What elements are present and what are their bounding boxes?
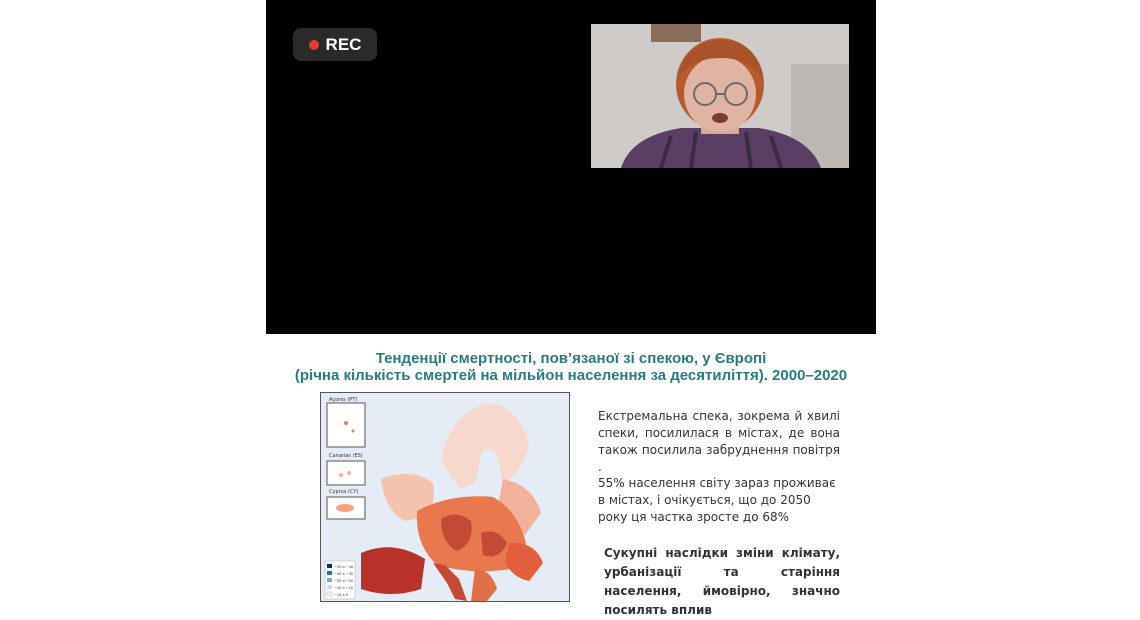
legend-item-3: −30 a −20 [334,579,354,583]
slide-paragraph-2: 55% населення світу зараз проживає в містах, і очікується, що до 2050 року ця частка зросте до 68% [598,476,836,524]
slide-title-line-1: Тенденції смертності, пов’язаної зі спекою, у Європі [375,350,767,367]
legend-item-5: −10 a 0 [334,593,348,597]
inset-cyprus-label: Cyprus (CY) [329,489,359,495]
participant-avatar [591,24,849,168]
video-call-area [266,0,876,334]
participant-video-thumbnail[interactable] [591,24,849,168]
slide-title-line-2: (річна кількість смертей на мільйон населення за десятиліття). 2000–2020 [294,367,848,384]
slide-paragraph-1: Екстремальна спека, зокрема й хвилі спеки, посилилася в містах, де вона також посилила забруднення повітря . [598,409,840,474]
inset-canarias-label: Canarias (ES) [329,453,363,459]
europe-map-graphic [321,393,569,601]
slide-paragraph-3: Сукупні наслідки зміни клімату, урбанізації та старіння населення, ймовірно, значно посилять вплив [604,546,840,617]
recording-label: REC [325,34,362,54]
record-dot-icon [309,40,319,50]
europe-heat-mortality-map [320,392,570,602]
inset-azores-label: Açores (PT) [329,397,358,403]
recording-indicator [293,28,377,61]
legend-item-4: −20 a −10 [334,586,354,590]
legend-item-2: −40 a −30 [334,572,354,576]
presentation-slide [266,334,876,617]
legend-item-1: −50 a −40 [334,565,354,569]
